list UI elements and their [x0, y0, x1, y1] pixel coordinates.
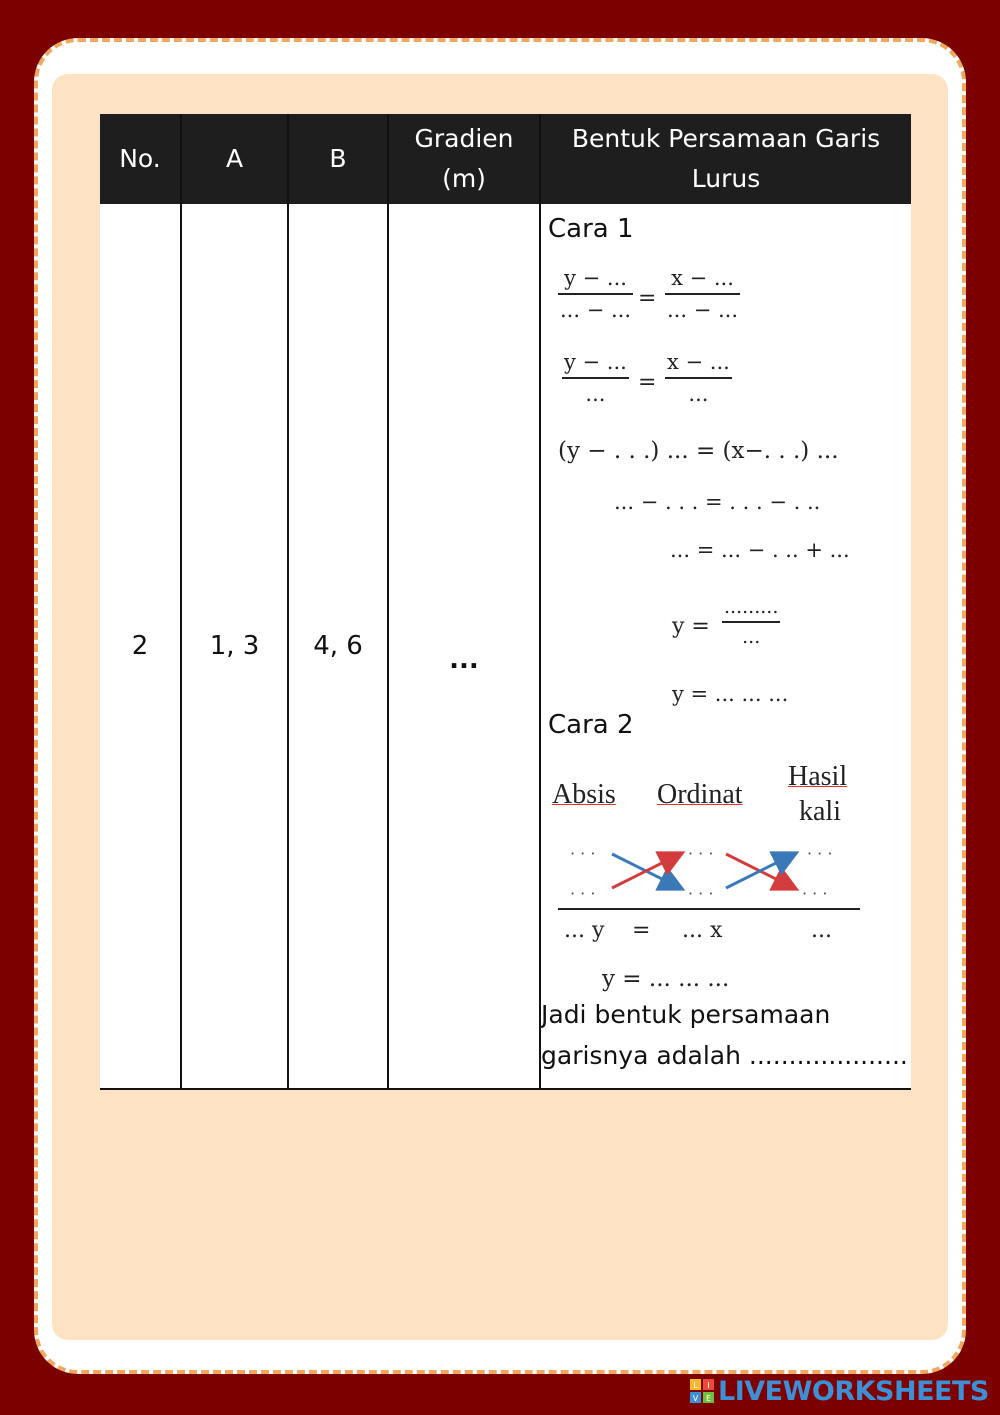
cell-no: 2 — [131, 631, 149, 661]
eq1-right-denominator[interactable]: ... − ... — [667, 298, 738, 322]
cell-gradien-answer[interactable]: ... — [449, 645, 479, 675]
column-hasil: Hasil — [788, 761, 848, 792]
method2-title: Cara 2 — [548, 710, 634, 740]
header-gradien: Gradien (m) — [414, 124, 514, 193]
column-divider — [539, 114, 541, 1090]
method1-title: Cara 1 — [548, 214, 634, 244]
header-no: No. — [119, 144, 161, 173]
logo-letter-i: I — [707, 1381, 710, 1390]
conclusion-line2[interactable]: garisnya adalah .................... — [541, 1041, 908, 1070]
column-absis: Absis — [552, 779, 616, 810]
column-kali: kali — [799, 796, 841, 827]
eq6-denominator[interactable]: ... — [742, 626, 761, 648]
eq2-right-fraction — [665, 350, 732, 406]
eq1-left-fraction — [558, 266, 633, 322]
sum-equals: = — [632, 918, 651, 943]
eq6-fraction — [722, 596, 780, 648]
worksheet-table — [100, 114, 911, 1090]
eq2-equals: = — [638, 370, 657, 395]
header-b: B — [329, 144, 347, 173]
eq1-left-numerator[interactable]: y − ... — [564, 266, 627, 290]
eq1-left-denominator[interactable]: ... − ... — [560, 298, 631, 322]
liveworksheets-logo-icon — [690, 1379, 714, 1403]
method2-result[interactable]: y = ... ... ... — [602, 966, 730, 992]
eq6-lhs: y = — [672, 614, 710, 639]
sum-x[interactable]: ... x — [682, 918, 723, 943]
sum-constant[interactable]: ... — [811, 918, 832, 943]
logo-letter-l: L — [693, 1381, 698, 1390]
eq5-line[interactable]: ... = ... − . .. + ... — [670, 538, 850, 562]
eq2-left-numerator[interactable]: y − ... — [564, 350, 627, 374]
cross-r2-c2[interactable]: · · · — [688, 884, 714, 903]
cross-r1-c2[interactable]: · · · — [688, 844, 714, 863]
sum-y[interactable]: ... y — [564, 918, 605, 943]
eq1-equals: = — [638, 286, 657, 311]
sum-line — [558, 908, 860, 910]
eq6-numerator[interactable]: ......... — [724, 596, 779, 618]
header-a: A — [225, 144, 244, 173]
eq3-line[interactable]: (y − . . .) ... = (x−. . .) ... — [558, 438, 839, 464]
column-ordinat: Ordinat — [657, 779, 743, 810]
eq7-line[interactable]: y = ... ... ... — [672, 682, 789, 706]
eq2-left-denominator[interactable]: ... — [585, 382, 606, 406]
eq1-right-numerator[interactable]: x − ... — [671, 266, 734, 290]
cross-r2-c1[interactable]: · · · — [570, 884, 596, 903]
cross-r1-c3[interactable]: · · · — [807, 844, 833, 863]
logo-letter-v: V — [692, 1394, 699, 1403]
logo-letter-e: E — [705, 1394, 712, 1403]
eq2-right-numerator[interactable]: x − ... — [667, 350, 730, 374]
liveworksheets-logo — [690, 1376, 989, 1406]
cell-a: 1, 3 — [209, 631, 260, 661]
liveworksheets-wordmark: LIVEWORKSHEETS — [718, 1375, 989, 1407]
conclusion-line1: Jadi bentuk persamaan — [541, 1000, 831, 1029]
cross-r1-c1[interactable]: · · · — [570, 844, 596, 863]
cross-r2-c3[interactable]: · · · — [802, 884, 828, 903]
eq4-line[interactable]: ... − . . . = . . . − . .. — [614, 490, 821, 514]
header-bentuk-persamaan: Bentuk Persamaan Garis Lurus — [571, 124, 881, 193]
cross-multiply-arrows-icon — [600, 846, 810, 896]
eq1-right-fraction — [665, 266, 740, 322]
eq2-left-fraction — [562, 350, 629, 406]
eq2-right-denominator[interactable]: ... — [688, 382, 709, 406]
cell-b[interactable]: 4, 6 — [313, 631, 363, 661]
